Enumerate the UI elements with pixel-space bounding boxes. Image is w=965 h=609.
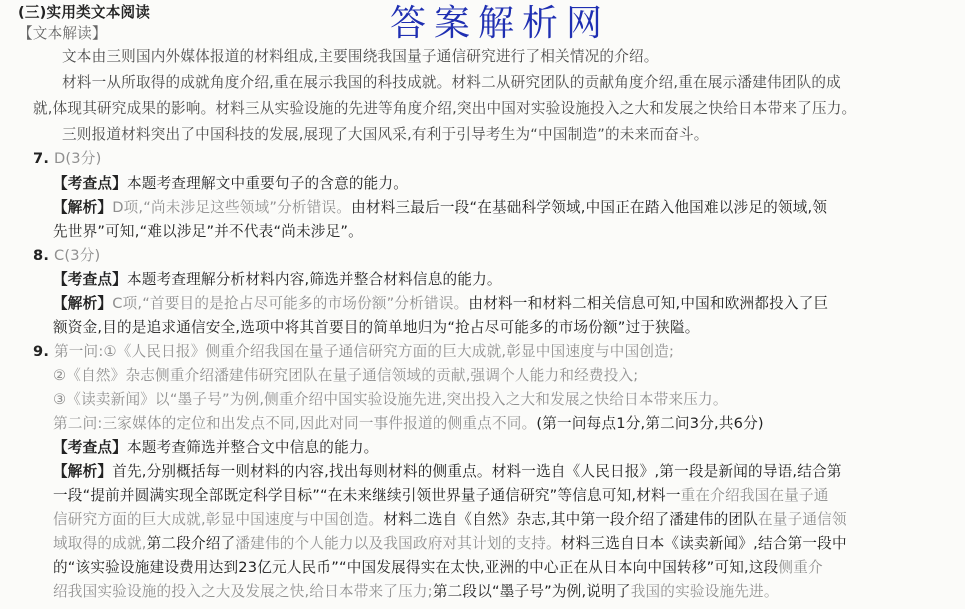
q8-answer: C(3分) <box>53 247 101 264</box>
q9-first-point-3: ③《读卖新闻》以“墨子号”为例,侧重介绍中国实验设施先进,突出投入之大和发展之快给日本带来压力。 <box>53 391 728 408</box>
q9-jiexi-2a: 一段“提前并圆满实现全部既定科学目标”“在未来继续引领世界量子通信研究”等信息可知,材料一 <box>53 487 681 504</box>
q9-jiexi-2b: 重在介绍我国在量子通 <box>680 487 829 504</box>
q9-kaodian-text: 本题考查筛选并整合文中信息的能力。 <box>126 439 379 456</box>
q7-kaodian-text: 本题考查理解文中重要句子的含意的能力。 <box>126 175 409 192</box>
q9-jiexi-6a: 绍我国实验设施的投入之大及发展之快,给日本带来了压力; <box>53 583 433 600</box>
q7-answer-line <box>33 149 101 169</box>
q9-jiexi-line-2 <box>53 486 829 506</box>
q9-kaodian-tag: 【考查点】 <box>53 439 127 456</box>
q9-jiexi-5b: 侧重介 <box>778 559 823 576</box>
q9-kaodian <box>53 438 378 458</box>
site-watermark: 答案解析网 <box>390 3 611 44</box>
q9-jiexi-6b: 第二段以“墨子号”为例,说明了 <box>432 583 631 600</box>
q7-jiexi-gray: D项,“尚未涉足这些领域”分析错误。 <box>112 199 352 216</box>
q9-jiexi-line-4 <box>53 534 847 554</box>
q7-kaodian-tag: 【考查点】 <box>53 175 127 192</box>
q9-first-point-1: 第一问:①《人民日报》侧重介绍我国在量子通信研究方面的巨大成就,彰显中国速度与中国创造; <box>53 343 675 360</box>
section-title: (三)实用类文本阅读 <box>18 4 151 21</box>
reading-label: 【文本解读】 <box>18 25 107 42</box>
intro-paragraph-3: 三则报道材料突出了中国科技的发展,展现了大国风采,有利于引导考生为“中国制造”的未来而奋斗。 <box>62 126 709 143</box>
q7-jiexi <box>53 198 827 218</box>
q7-kaodian <box>53 174 408 194</box>
intro-paragraph-1: 文本由三则国内外媒体报道的材料组成,主要围绕我国量子通信研究进行了相关情况的介绍。 <box>62 48 659 65</box>
q9-jiexi-4a: 域取得的成就, <box>53 535 147 552</box>
q9-jiexi-line-3 <box>53 510 847 530</box>
q9-jiexi-line-5 <box>53 558 823 578</box>
q9-jiexi-line-6 <box>53 582 779 602</box>
intro-paragraph-2-cont: 就,体现其研究成果的影响。材料三从实验设施的先进等角度介绍,突出中国对实验设施投入之大和发展之快给日本带来了压力。 <box>33 100 857 117</box>
q8-number: 8. <box>33 247 50 264</box>
q7-answer: D(3分) <box>53 150 102 167</box>
q9-jiexi-tag: 【解析】 <box>53 463 113 480</box>
q8-jiexi-text1: 由材料一和材料二相关信息可知,中国和欧洲都投入了巨 <box>468 295 829 312</box>
q8-jiexi-gray: C项,“首要目的是抢占尽可能多的市场份额”分析错误。 <box>112 295 469 312</box>
intro-paragraph-2: 材料一从所取得的成就角度介绍,重在展示我国的科技成就。材料二从研究团队的贡献角度介绍,重在展示潘建伟团队的成 <box>62 74 841 91</box>
q7-jiexi-tag: 【解析】 <box>53 199 113 216</box>
q9-jiexi-3c: 在量子通信领 <box>758 511 847 528</box>
q9-first-point-2: ②《自然》杂志侧重介绍潘建伟研究团队在量子通信领域的贡献,强调个人能力和经费投入; <box>53 367 639 384</box>
q7-jiexi-cont: 先世界”可知,“难以涉足”并不代表“尚未涉足”。 <box>53 223 363 240</box>
q9-jiexi-3a: 信研究方面的巨大成就,彰显中国速度与中国创造。 <box>53 511 384 528</box>
q9-line-1 <box>33 342 674 362</box>
q9-jiexi-5a: 的“该实验设施建设费用达到23亿元人民币”“中国发展得实在太快,亚洲的中心正在从日本向中国转移”可知,这段 <box>53 559 779 576</box>
q7-jiexi-text1: 由材料三最后一段“在基础科学领域,中国正在踏入他国难以涉足的领域,领 <box>351 199 828 216</box>
q8-kaodian-tag: 【考查点】 <box>53 271 127 288</box>
q9-jiexi-6c: 我国的实验设施先进。 <box>630 583 779 600</box>
q8-kaodian <box>53 270 502 290</box>
q9-jiexi <box>53 462 842 482</box>
q7-number: 7. <box>33 150 50 167</box>
q8-jiexi-tag: 【解析】 <box>53 295 113 312</box>
q9-second-answer: 第二问:三家媒体的定位和出发点不同,因此对同一事件报道的侧重点不同。 <box>53 415 537 432</box>
q8-jiexi <box>53 294 828 314</box>
q9-jiexi-4c: 潘建伟的个人能力以及我国政府对其计划的支持。 <box>235 535 561 552</box>
q8-answer-line <box>33 246 100 266</box>
q9-jiexi-4d: 材料三选自日本《读卖新闻》,结合第一段中 <box>560 535 847 552</box>
q8-kaodian-text: 本题考查理解分析材料内容,筛选并整合材料信息的能力。 <box>126 271 502 288</box>
q9-number: 9. <box>33 343 50 360</box>
q9-jiexi-3b: 材料二选自《自然》杂志,其中第一段介绍了潘建伟的团队 <box>383 511 758 528</box>
q9-jiexi-1: 首先,分别概括每一则材料的内容,找出每则材料的侧重点。材料一选自《人民日报》,第一段是新闻的导语,结合第 <box>112 463 842 480</box>
q8-jiexi-cont: 额资金,目的是追求通信安全,选项中将其首要目的简单地归为“抢占尽可能多的市场份额”过于狭隘。 <box>53 319 700 336</box>
q9-second-question <box>53 414 764 434</box>
q9-score-note: (第一问每点1分,第二问3分,共6分) <box>536 415 764 432</box>
q9-jiexi-4b: 第二段介绍了 <box>146 535 236 552</box>
